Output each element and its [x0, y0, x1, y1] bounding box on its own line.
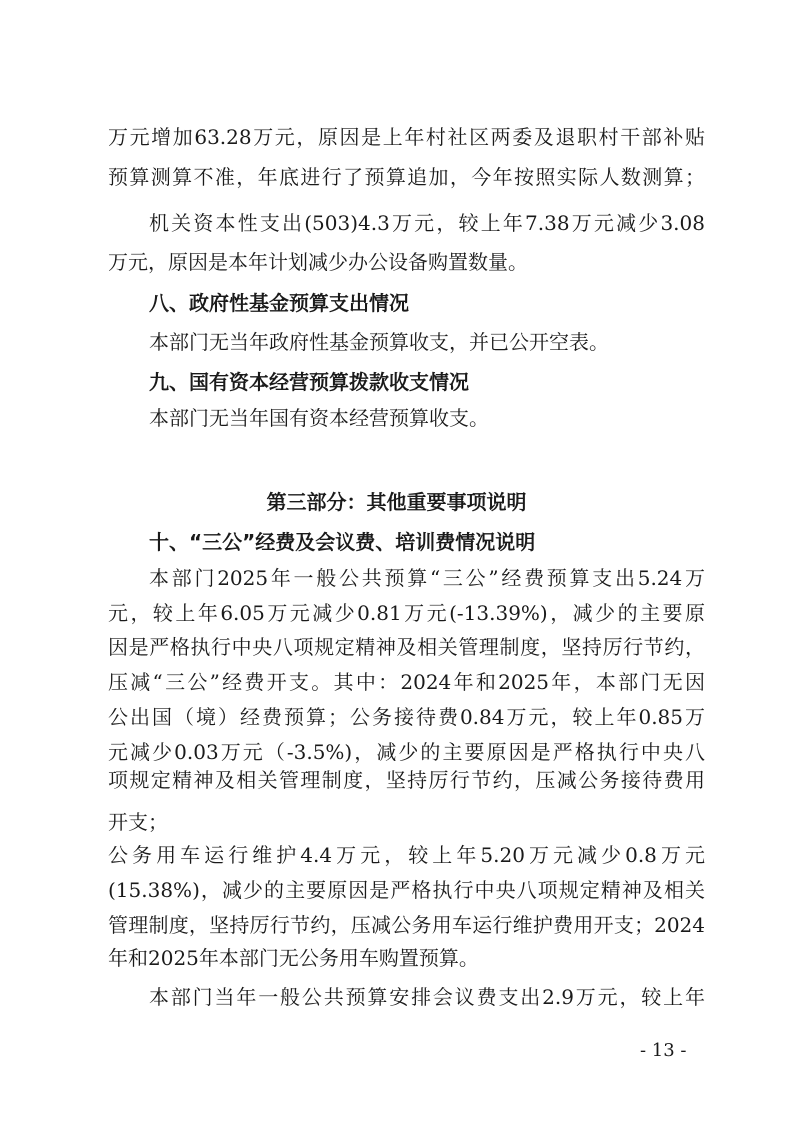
section-heading-10: 十、“三公”经费及会议费、培训费情况说明: [149, 530, 536, 554]
body-text-line: 元减少0.03万元（-3.5%)，减少的主要原因是严格执行中央八: [108, 740, 705, 764]
body-text-line: (15.38%)，减少的主要原因是严格执行中央八项规定精神及相关: [108, 878, 705, 902]
section-heading-9: 九、国有资本经营预算拨款收支情况: [149, 370, 469, 394]
part-title: 第三部分：其他重要事项说明: [266, 490, 527, 514]
body-text-line: 机关资本性支出(503)4.3万元，较上年7.38万元减少3.08: [149, 211, 705, 235]
body-text-line: 元，较上年6.05万元减少0.81万元(-13.39%)，减少的主要原: [108, 601, 705, 625]
body-text-line: 本部门无当年国有资本经营预算收支。: [149, 406, 489, 430]
body-text-line: 本部门当年一般公共预算安排会议费支出2.9万元，较上年: [149, 985, 705, 1009]
body-text-line: 压减“三公”经费开支。其中：2024年和2025年，本部门无因: [108, 670, 705, 694]
body-text-line: 本部门2025年一般公共预算“三公”经费预算支出5.24万: [149, 566, 705, 590]
body-text-line: 公务用车运行维护4.4万元，较上年5.20万元减少0.8万元: [108, 843, 705, 867]
body-text-line: 开支；: [108, 810, 168, 834]
body-text-line: 项规定精神及相关管理制度，坚持厉行节约，压减公务接待费用: [108, 768, 705, 792]
body-text-line: 公出国（境）经费预算；公务接待费0.84万元，较上年0.85万: [108, 705, 705, 729]
section-heading-8: 八、政府性基金预算支出情况: [149, 291, 409, 315]
body-text-line: 年和2025年本部门无公务用车购置预算。: [108, 946, 479, 970]
body-text-line: 管理制度，坚持厉行节约，压减公务用车运行维护费用开支；2024: [108, 913, 705, 937]
body-text-line: 预算测算不准，年底进行了预算追加，今年按照实际人数测算；: [108, 165, 705, 189]
page-number: - 13 -: [640, 1040, 687, 1061]
body-text-line: 万元，原因是本年计划减少办公设备购置数量。: [108, 250, 528, 274]
body-text-line: 因是严格执行中央八项规定精神及相关管理制度，坚持厉行节约，: [108, 635, 705, 659]
body-text-line: 万元增加63.28万元，原因是上年村社区两委及退职村干部补贴: [108, 125, 705, 149]
body-text-line: 本部门无当年政府性基金预算收支，并已公开空表。: [149, 330, 609, 354]
